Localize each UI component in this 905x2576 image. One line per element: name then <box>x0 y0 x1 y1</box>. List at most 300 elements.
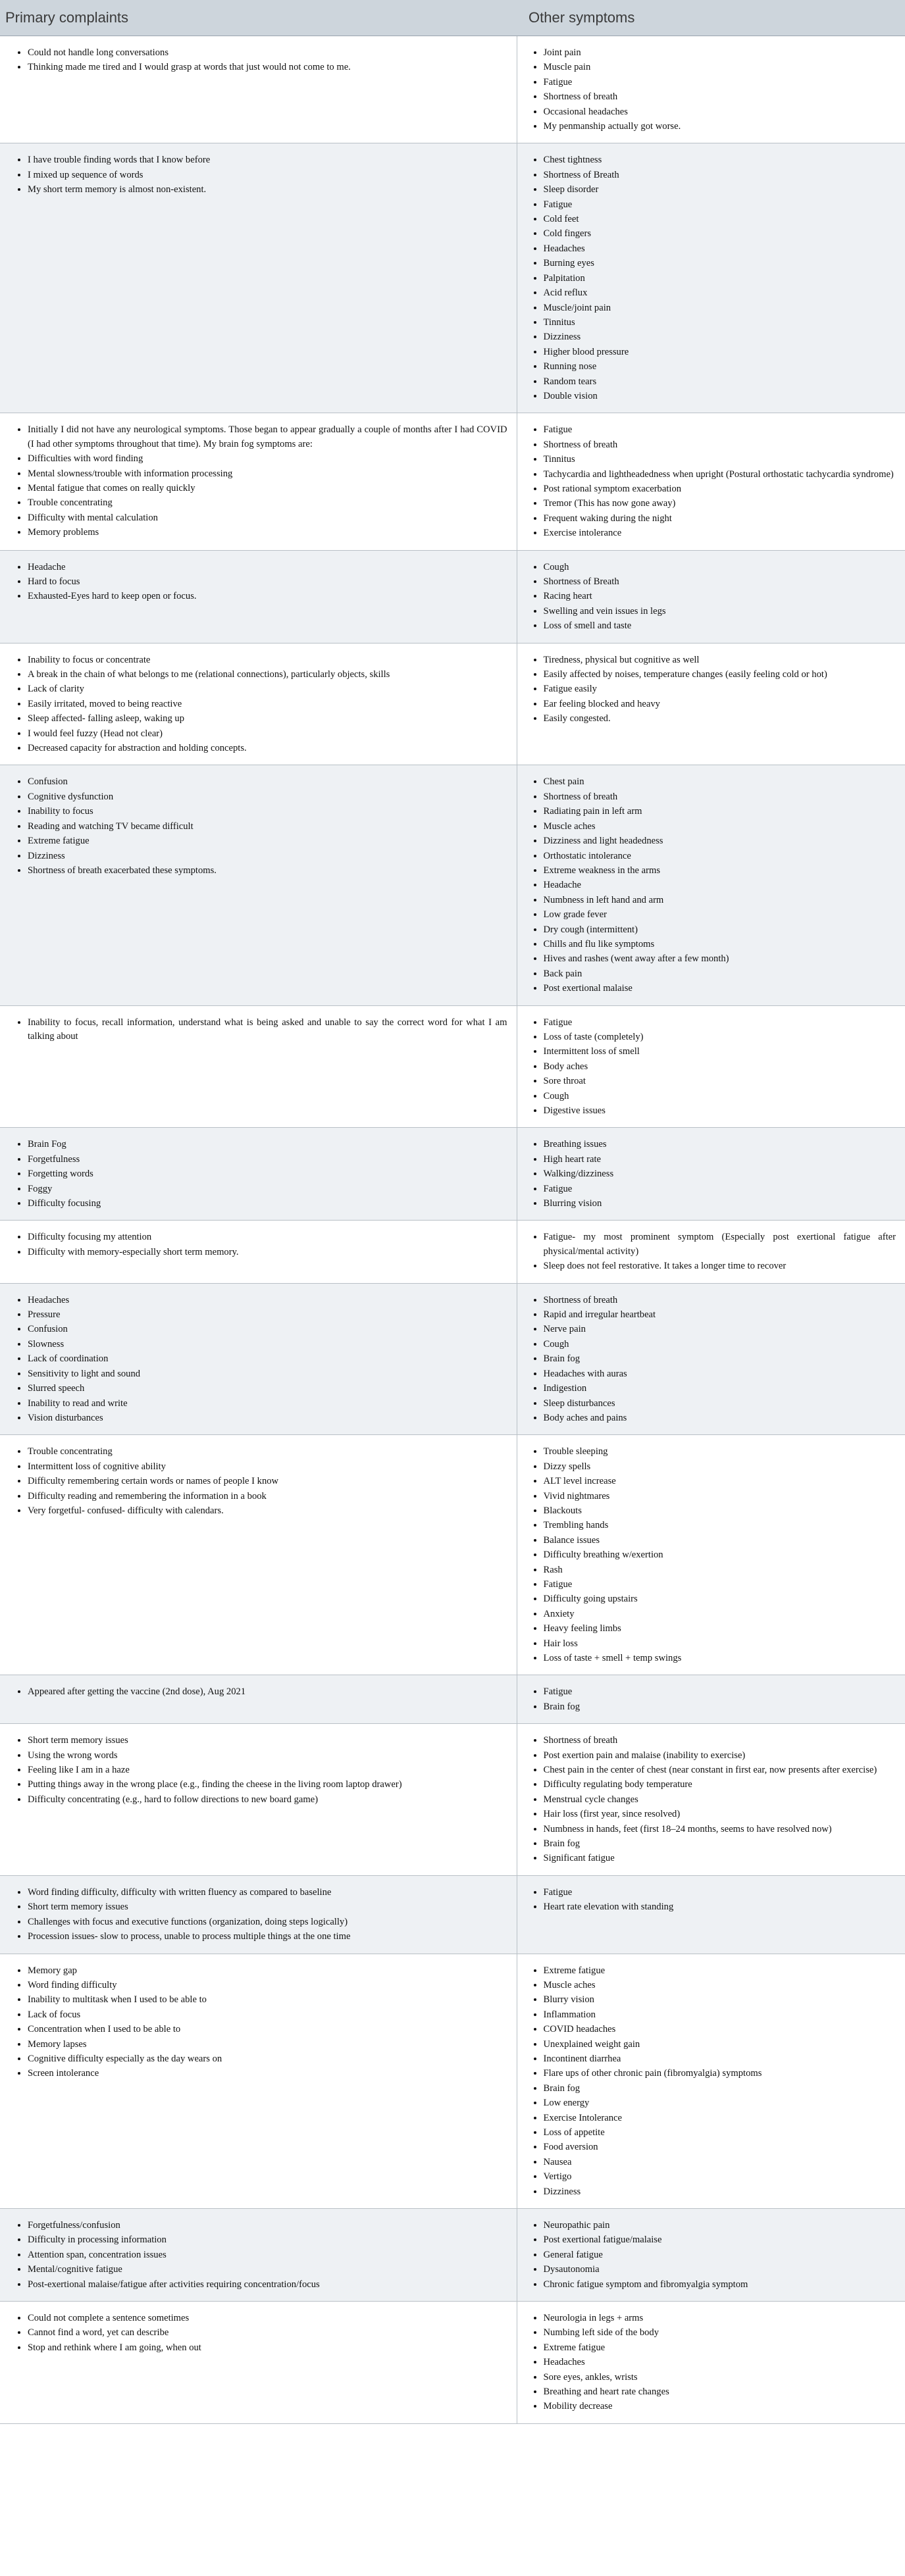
list-item: • Dizziness <box>28 849 507 863</box>
list-item: • Forgetfulness/confusion <box>28 2218 507 2233</box>
list-item: • Challenges with focus and executive functions (organization, doing steps logically) <box>28 1915 507 1929</box>
list-item: • Post-exertional malaise/fatigue after activities requiring concentration/focus <box>28 2277 507 2292</box>
header-row <box>0 0 905 36</box>
primary-complaints-cell <box>0 1724 517 1876</box>
list-item: • Hair loss (first year, since resolved) <box>544 1807 896 1821</box>
list-item: • Difficulty breathing w/exertion <box>544 1548 896 1562</box>
list-item: • Tiredness, physical but cognitive as well <box>544 653 896 667</box>
list-item: • Confusion <box>28 774 507 789</box>
list-item: • Cough <box>544 1089 896 1103</box>
list-item: • Dizziness <box>544 2185 896 2199</box>
list-item: • Loss of taste + smell + temp swings <box>544 1651 896 1665</box>
list-item: • A break in the chain of what belongs to me (relational connections), particularly objects, skills <box>28 667 507 682</box>
list-item: • Low energy <box>544 2096 896 2110</box>
list-item: • Post exertional fatigue/malaise <box>544 2233 896 2247</box>
primary-list <box>0 1885 507 1944</box>
list-item: • Sleep disturbances <box>544 1396 896 1411</box>
list-item: • Neurologia in legs + arms <box>544 2311 896 2325</box>
list-item: • Fatigue <box>544 422 896 437</box>
list-item: • Brain fog <box>544 2081 896 2096</box>
list-item: • Headaches with auras <box>544 1367 896 1381</box>
list-item: • Fatigue <box>544 1684 896 1699</box>
list-item: • Headaches <box>544 241 896 256</box>
list-item: • Blackouts <box>544 1503 896 1518</box>
list-item: • Numbing left side of the body <box>544 2325 896 2340</box>
list-item: • Dizziness <box>544 330 896 344</box>
primary-list <box>0 1444 507 1518</box>
other-list <box>520 1293 896 1426</box>
other-symptoms-cell <box>517 1675 905 1724</box>
list-item: • Loss of taste (completely) <box>544 1030 896 1044</box>
list-item: • Hair loss <box>544 1636 896 1651</box>
table-row <box>0 2302 905 2424</box>
list-item: • Inability to multitask when I used to be able to <box>28 1992 507 2007</box>
list-item: • Extreme weakness in the arms <box>544 863 896 878</box>
other-list <box>520 1733 896 1866</box>
list-item: • Tinnitus <box>544 452 896 467</box>
list-item: • Using the wrong words <box>28 1748 507 1763</box>
list-item: • Difficulty focusing <box>28 1196 507 1211</box>
other-list <box>520 653 896 726</box>
other-list <box>520 1230 896 1273</box>
table-row <box>0 1005 905 1128</box>
primary-list <box>0 153 507 197</box>
list-item: • Trouble concentrating <box>28 1444 507 1459</box>
table-row <box>0 413 905 550</box>
list-item: • Swelling and vein issues in legs <box>544 604 896 619</box>
list-item: • Difficulty focusing my attention <box>28 1230 507 1244</box>
list-item: • Cold feet <box>544 212 896 226</box>
list-item: • Body aches and pains <box>544 1411 896 1425</box>
list-item: • Short term memory issues <box>28 1733 507 1748</box>
table-row <box>0 36 905 143</box>
list-item: • Joint pain <box>544 45 896 60</box>
list-item: • Sore throat <box>544 1074 896 1088</box>
list-item: • Radiating pain in left arm <box>544 804 896 819</box>
list-item: • Blurry vision <box>544 1992 896 2007</box>
table-row <box>0 1128 905 1221</box>
list-item: • Occasional headaches <box>544 105 896 119</box>
list-item: • Screen intolerance <box>28 2066 507 2081</box>
primary-complaints-cell <box>0 143 517 413</box>
other-symptoms-cell <box>517 550 905 643</box>
other-list <box>520 45 896 134</box>
other-symptoms-cell <box>517 765 905 1005</box>
primary-list <box>0 1733 507 1807</box>
list-item: • Headache <box>544 878 896 892</box>
list-item: • Exhausted-Eyes hard to keep open or focus. <box>28 589 507 603</box>
list-item: • Vertigo <box>544 2169 896 2184</box>
list-item: • Low grade fever <box>544 907 896 922</box>
list-item: • Loss of appetite <box>544 2125 896 2140</box>
primary-complaints-cell <box>0 1875 517 1954</box>
table-row <box>0 643 905 765</box>
list-item: • Muscle/joint pain <box>544 301 896 315</box>
list-item: • Neuropathic pain <box>544 2218 896 2233</box>
list-item: • Burning eyes <box>544 256 896 270</box>
list-item: • Hard to focus <box>28 574 507 589</box>
list-item: • Exercise intolerance <box>544 526 896 540</box>
other-symptoms-cell <box>517 1128 905 1221</box>
list-item: • Memory problems <box>28 525 507 540</box>
header-other-symptoms: Other symptoms <box>517 0 905 36</box>
list-item: • Pressure <box>28 1307 507 1322</box>
primary-complaints-cell <box>0 36 517 143</box>
list-item: • Running nose <box>544 359 896 374</box>
list-item: • Fatigue <box>544 1015 896 1030</box>
other-list <box>520 1684 896 1714</box>
table-row <box>0 1675 905 1724</box>
list-item: • Easily irritated, moved to being reactive <box>28 697 507 711</box>
list-item: • Procession issues- slow to process, unable to process multiple things at the one time <box>28 1929 507 1944</box>
list-item: • Loss of smell and taste <box>544 619 896 633</box>
primary-complaints-cell <box>0 1435 517 1675</box>
list-item: • Attention span, concentration issues <box>28 2248 507 2262</box>
list-item: • Word finding difficulty <box>28 1978 507 1992</box>
list-item: • Mental slowness/trouble with information processing <box>28 467 507 481</box>
list-item: • Anxiety <box>544 1607 896 1621</box>
list-item: • Post rational symptom exacerbation <box>544 482 896 496</box>
other-list <box>520 774 896 996</box>
other-list <box>520 153 896 403</box>
list-item: • Cognitive dysfunction <box>28 790 507 804</box>
list-item: • Shortness of breath <box>544 438 896 452</box>
other-symptoms-cell <box>517 1435 905 1675</box>
table-body <box>0 36 905 2424</box>
primary-list <box>0 1015 507 1044</box>
primary-complaints-cell <box>0 1005 517 1128</box>
list-item: • Easily affected by noises, temperature changes (easily feeling cold or hot) <box>544 667 896 682</box>
other-list <box>520 2218 896 2292</box>
list-item: • Shortness of breath <box>544 1293 896 1307</box>
list-item: • I have trouble finding words that I know before <box>28 153 507 167</box>
list-item: • My penmanship actually got worse. <box>544 119 896 134</box>
list-item: • Extreme fatigue <box>28 834 507 848</box>
other-list <box>520 1015 896 1119</box>
primary-complaints-cell <box>0 413 517 550</box>
list-item: • Brain fog <box>544 1836 896 1851</box>
list-item: • Sleep affected- falling asleep, waking up <box>28 711 507 726</box>
list-item: • Food aversion <box>544 2140 896 2154</box>
other-list <box>520 422 896 540</box>
other-symptoms-cell <box>517 1221 905 1283</box>
list-item: • Unexplained weight gain <box>544 2037 896 2052</box>
primary-complaints-cell <box>0 1954 517 2209</box>
list-item: • Vivid nightmares <box>544 1489 896 1503</box>
primary-list <box>0 774 507 878</box>
list-item: • Hives and rashes (went away after a few month) <box>544 951 896 966</box>
list-item: • Confusion <box>28 1322 507 1336</box>
list-item: • Shortness of breath <box>544 790 896 804</box>
list-item: • Lack of coordination <box>28 1351 507 1366</box>
list-item: • Slurred speech <box>28 1381 507 1396</box>
list-item: • Word finding difficulty, difficulty with written fluency as compared to baseline <box>28 1885 507 1900</box>
list-item: • Headaches <box>28 1293 507 1307</box>
list-item: • Dizziness and light headedness <box>544 834 896 848</box>
list-item: • Menstrual cycle changes <box>544 1792 896 1807</box>
list-item: • Thinking made me tired and I would grasp at words that just would not come to me. <box>28 60 507 74</box>
list-item: • Feeling like I am in a haze <box>28 1763 507 1777</box>
list-item: • Brain fog <box>544 1351 896 1366</box>
primary-complaints-cell <box>0 2209 517 2302</box>
list-item: • Slowness <box>28 1337 507 1351</box>
list-item: • Tremor (This has now gone away) <box>544 496 896 511</box>
list-item: • Nausea <box>544 2155 896 2169</box>
list-item: • Numbness in hands, feet (first 18–24 months, seems to have resolved now) <box>544 1822 896 1836</box>
primary-complaints-cell <box>0 643 517 765</box>
list-item: • Shortness of breath exacerbated these symptoms. <box>28 863 507 878</box>
list-item: • Inability to focus or concentrate <box>28 653 507 667</box>
list-item: • Forgetting words <box>28 1167 507 1181</box>
list-item: • Headache <box>28 560 507 574</box>
list-item: • Very forgetful- confused- difficulty with calendars. <box>28 1503 507 1518</box>
primary-list <box>0 422 507 540</box>
list-item: • Sore eyes, ankles, wrists <box>544 2370 896 2385</box>
list-item: • Short term memory issues <box>28 1900 507 1914</box>
list-item: • Incontinent diarrhea <box>544 2052 896 2066</box>
list-item: • Blurring vision <box>544 1196 896 1211</box>
list-item: • Could not handle long conversations <box>28 45 507 60</box>
primary-list <box>0 560 507 604</box>
list-item: • My short term memory is almost non-existent. <box>28 182 507 197</box>
list-item: • Cognitive difficulty especially as the day wears on <box>28 2052 507 2066</box>
primary-list <box>0 653 507 756</box>
list-item: • Headaches <box>544 2355 896 2369</box>
list-item: • Mental/cognitive fatigue <box>28 2262 507 2277</box>
list-item: • Exercise Intolerance <box>544 2111 896 2125</box>
list-item: • Difficulties with word finding <box>28 451 507 466</box>
list-item: • Indigestion <box>544 1381 896 1396</box>
primary-list <box>0 45 507 75</box>
list-item: • Lack of focus <box>28 2008 507 2022</box>
list-item: • Numbness in left hand and arm <box>544 893 896 907</box>
other-symptoms-cell <box>517 1954 905 2209</box>
list-item: • Breathing and heart rate changes <box>544 2385 896 2399</box>
list-item: • Higher blood pressure <box>544 345 896 359</box>
list-item: • Cold fingers <box>544 226 896 241</box>
list-item: • Double vision <box>544 389 896 403</box>
other-symptoms-cell <box>517 1875 905 1954</box>
list-item: • Chills and flu like symptoms <box>544 937 896 951</box>
list-item: • Trembling hands <box>544 1518 896 1532</box>
list-item: • Concentration when I used to be able to <box>28 2022 507 2036</box>
list-item: • Sleep does not feel restorative. It takes a longer time to recover <box>544 1259 896 1273</box>
list-item: • Brain Fog <box>28 1137 507 1151</box>
list-item: • Memory lapses <box>28 2037 507 2052</box>
list-item: • Fatigue <box>544 1577 896 1592</box>
primary-complaints-cell <box>0 1675 517 1724</box>
list-item: • Easily congested. <box>544 711 896 726</box>
other-symptoms-cell <box>517 643 905 765</box>
other-symptoms-cell <box>517 143 905 413</box>
list-item: • Body aches <box>544 1059 896 1074</box>
list-item: • Difficulty in processing information <box>28 2233 507 2247</box>
list-item: • Foggy <box>28 1182 507 1196</box>
table-row <box>0 1954 905 2209</box>
list-item: • Mobility decrease <box>544 2399 896 2413</box>
list-item: • Post exertional malaise <box>544 981 896 996</box>
other-symptoms-cell <box>517 413 905 550</box>
list-item: • Extreme fatigue <box>544 2340 896 2355</box>
primary-complaints-cell <box>0 1221 517 1283</box>
list-item: • COVID headaches <box>544 2022 896 2036</box>
list-item: • Sensitivity to light and sound <box>28 1367 507 1381</box>
list-item: • Tinnitus <box>544 315 896 330</box>
list-item: • Vision disturbances <box>28 1411 507 1425</box>
other-symptoms-cell <box>517 36 905 143</box>
list-item: • Appeared after getting the vaccine (2nd dose), Aug 2021 <box>28 1684 507 1699</box>
list-item: • Extreme fatigue <box>544 1963 896 1978</box>
other-list <box>520 1963 896 2200</box>
list-item: • Frequent waking during the night <box>544 511 896 526</box>
list-item: • Difficulty with memory-especially short term memory. <box>28 1245 507 1259</box>
list-item: • Fatigue <box>544 197 896 212</box>
list-item: • Intermittent loss of smell <box>544 1044 896 1059</box>
list-item: • Ear feeling blocked and heavy <box>544 697 896 711</box>
other-list <box>520 560 896 634</box>
list-item: • Dysautonomia <box>544 2262 896 2277</box>
list-item: • Fatigue <box>544 1182 896 1196</box>
list-item: • Fatigue <box>544 1885 896 1900</box>
list-item: • Dry cough (intermittent) <box>544 922 896 937</box>
list-item: • Heavy feeling limbs <box>544 1621 896 1636</box>
primary-complaints-cell <box>0 765 517 1005</box>
table-row <box>0 1435 905 1675</box>
table-row <box>0 143 905 413</box>
list-item: • Shortness of Breath <box>544 574 896 589</box>
primary-list <box>0 1230 507 1259</box>
table-row <box>0 765 905 1005</box>
list-item: • Dizzy spells <box>544 1459 896 1474</box>
list-item: • Digestive issues <box>544 1103 896 1118</box>
list-item: • High heart rate <box>544 1152 896 1167</box>
list-item: • Stop and rethink where I am going, when out <box>28 2340 507 2355</box>
list-item: • Tachycardia and lightheadedness when upright (Postural orthostatic tachycardia syndrome) <box>544 467 896 482</box>
other-list <box>520 1885 896 1915</box>
list-item: • Orthostatic intolerance <box>544 849 896 863</box>
list-item: • Breathing issues <box>544 1137 896 1151</box>
list-item: • Difficulty with mental calculation <box>28 511 507 525</box>
list-item: • Rash <box>544 1563 896 1577</box>
primary-complaints-cell <box>0 1128 517 1221</box>
list-item: • General fatigue <box>544 2248 896 2262</box>
list-item: • Forgetfulness <box>28 1152 507 1167</box>
list-item: • Sleep disorder <box>544 182 896 197</box>
other-symptoms-cell <box>517 2209 905 2302</box>
primary-list <box>0 2218 507 2292</box>
list-item: • Difficulty concentrating (e.g., hard to follow directions to new board game) <box>28 1792 507 1807</box>
list-item: • Cough <box>544 560 896 574</box>
list-item: • Inability to read and write <box>28 1396 507 1411</box>
list-item: • Heart rate elevation with standing <box>544 1900 896 1914</box>
list-item: • Fatigue easily <box>544 682 896 696</box>
list-item: • Muscle pain <box>544 60 896 74</box>
table-row <box>0 1724 905 1876</box>
list-item: • Difficulty going upstairs <box>544 1592 896 1606</box>
other-symptoms-cell <box>517 1724 905 1876</box>
primary-complaints-cell <box>0 1283 517 1435</box>
list-item: • Fatigue- my most prominent symptom (Especially post exertional fatigue after physical/mental activity) <box>544 1230 896 1259</box>
primary-list <box>0 1963 507 2081</box>
list-item: • Acid reflux <box>544 286 896 300</box>
list-item: • Random tears <box>544 374 896 389</box>
list-item: • Cannot find a word, yet can describe <box>28 2325 507 2340</box>
list-item: • Flare ups of other chronic pain (fibromyalgia) symptoms <box>544 2066 896 2081</box>
list-item: • Fatigue <box>544 75 896 89</box>
list-item: • Lack of clarity <box>28 682 507 696</box>
list-item: • Initially I did not have any neurological symptoms. Those began to appear gradually a couple of months after I had COVID (I had other symptoms throughout that time). My brain fog symptoms are: <box>28 422 507 451</box>
list-item: • Chest pain <box>544 774 896 789</box>
list-item: • Shortness of breath <box>544 89 896 104</box>
list-item: • Difficulty regulating body temperature <box>544 1777 896 1792</box>
table-header <box>0 0 905 36</box>
other-list <box>520 1137 896 1211</box>
list-item: • Decreased capacity for abstraction and holding concepts. <box>28 741 507 755</box>
list-item: • Shortness of Breath <box>544 168 896 182</box>
list-item: • Cough <box>544 1337 896 1351</box>
list-item: • Trouble sleeping <box>544 1444 896 1459</box>
list-item: • Difficulty remembering certain words or names of people I know <box>28 1474 507 1488</box>
list-item: • Muscle aches <box>544 1978 896 1992</box>
list-item: • ALT level increase <box>544 1474 896 1488</box>
list-item: • Chest pain in the center of chest (near constant in first ear, now presents after exercise) <box>544 1763 896 1777</box>
list-item: • I would feel fuzzy (Head not clear) <box>28 726 507 741</box>
list-item: • Reading and watching TV became difficult <box>28 819 507 834</box>
primary-list <box>0 1293 507 1426</box>
list-item: • Inability to focus <box>28 804 507 819</box>
list-item: • Inability to focus, recall information, understand what is being asked and unable to say the correct word for what I am talking about <box>28 1015 507 1044</box>
list-item: • Chest tightness <box>544 153 896 167</box>
list-item: • Racing heart <box>544 589 896 603</box>
list-item: • Balance issues <box>544 1533 896 1548</box>
table-row <box>0 1221 905 1283</box>
list-item: • Brain fog <box>544 1700 896 1714</box>
primary-list <box>0 1684 507 1699</box>
list-item: • Post exertion pain and malaise (inability to exercise) <box>544 1748 896 1763</box>
other-symptoms-cell <box>517 1283 905 1435</box>
primary-complaints-cell <box>0 2302 517 2424</box>
list-item: • Back pain <box>544 967 896 981</box>
list-item: • Difficulty reading and remembering the information in a book <box>28 1489 507 1503</box>
table-row <box>0 1283 905 1435</box>
list-item: • Muscle aches <box>544 819 896 834</box>
list-item: • Palpitation <box>544 271 896 286</box>
list-item: • Chronic fatigue symptom and fibromyalgia symptom <box>544 2277 896 2292</box>
other-list <box>520 2311 896 2414</box>
list-item: • Mental fatigue that comes on really quickly <box>28 481 507 495</box>
list-item: • Inflammation <box>544 2008 896 2022</box>
list-item: • Could not complete a sentence sometimes <box>28 2311 507 2325</box>
table-row <box>0 1875 905 1954</box>
table-row <box>0 550 905 643</box>
list-item: • Rapid and irregular heartbeat <box>544 1307 896 1322</box>
primary-list <box>0 1137 507 1211</box>
other-list <box>520 1444 896 1665</box>
primary-list <box>0 2311 507 2355</box>
list-item: • Intermittent loss of cognitive ability <box>28 1459 507 1474</box>
other-symptoms-cell <box>517 2302 905 2424</box>
list-item: • Trouble concentrating <box>28 495 507 510</box>
list-item: • Significant fatigue <box>544 1851 896 1865</box>
list-item: • Shortness of breath <box>544 1733 896 1748</box>
list-item: • I mixed up sequence of words <box>28 168 507 182</box>
list-item: • Putting things away in the wrong place (e.g., finding the cheese in the living room laptop drawer) <box>28 1777 507 1792</box>
list-item: • Walking/dizziness <box>544 1167 896 1181</box>
other-symptoms-cell <box>517 1005 905 1128</box>
primary-complaints-cell <box>0 550 517 643</box>
table-row <box>0 2209 905 2302</box>
header-primary-complaints: Primary complaints <box>0 0 517 36</box>
